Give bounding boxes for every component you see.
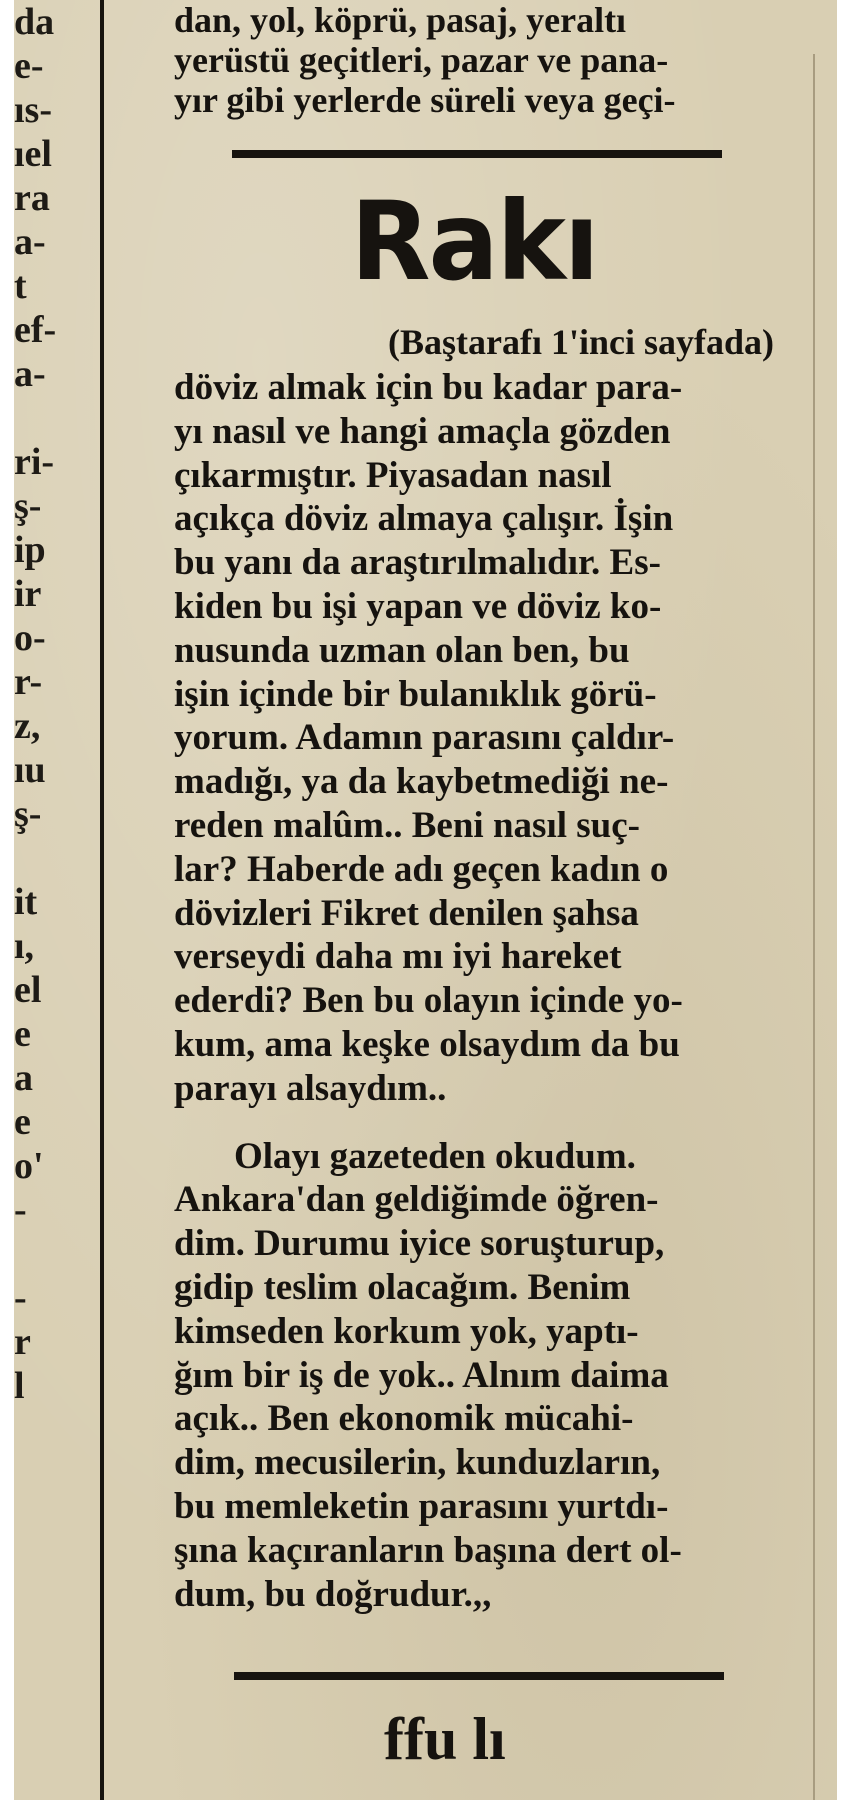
paragraph-line: reden malûm.. Beni nasıl suç-: [174, 804, 640, 846]
paragraph-line: yı nasıl ve hangi amaçla gözden: [174, 410, 671, 452]
fragment-line: e-: [14, 45, 44, 87]
fragment-line: -: [14, 1277, 27, 1319]
paragraph-line: gidip teslim olacağım. Benim: [174, 1266, 631, 1308]
fragment-line: o-: [14, 617, 46, 659]
fragment-line: z,: [14, 705, 41, 747]
fragment-line: ş-: [14, 485, 42, 527]
fragment-line: da: [14, 1, 55, 43]
paragraph-line: dum, bu doğrudur.,,: [174, 1573, 492, 1615]
paragraph-line: Olayı gazeteden okudum.: [234, 1135, 636, 1177]
paragraph-line: parayı alsaydım..: [174, 1067, 447, 1109]
paragraph-line: işin içinde bir bulanıklık görü-: [174, 673, 657, 715]
paragraph-line: kimseden korkum yok, yaptı-: [174, 1310, 639, 1352]
fragment-line: a: [14, 1057, 33, 1099]
fragment-line: ir: [14, 573, 42, 615]
paragraph-line: nusunda uzman olan ben, bu: [174, 629, 630, 671]
previous-article-text: [174, 0, 774, 120]
fragment-line: [14, 396, 94, 440]
separator-rule-bottom: [234, 1672, 724, 1680]
paragraph-2: [174, 1135, 774, 1617]
paragraph-line: ederdi? Ben bu olayın içinde yo-: [174, 980, 683, 1022]
newspaper-clipping: [14, 0, 837, 1800]
fragment-line: ıu: [14, 749, 46, 791]
fragment-line: it: [14, 881, 38, 923]
paragraph-line: dövizleri Fikret denilen şahsa: [174, 892, 639, 934]
previous-article-line: dan, yol, köprü, pasaj, yeraltı: [174, 0, 627, 40]
fragment-line: e: [14, 1101, 31, 1143]
paragraph-line: bu memleketin parasını yurtdı-: [174, 1485, 669, 1527]
fragment-line: l: [14, 1365, 25, 1407]
previous-article-line: yır gibi yerlerde süreli veya geçi-: [174, 80, 676, 120]
paragraph-line: çıkarmıştır. Piyasadan nasıl: [174, 454, 612, 496]
fragment-line: [14, 836, 94, 880]
fragment-line: ıel: [14, 133, 52, 175]
adjacent-column-fragments: [14, 0, 94, 1800]
fragment-line: ri-: [14, 441, 55, 483]
paragraph-line: bu yanı da araştırılmalıdır. Es-: [174, 542, 661, 584]
paragraph-line: ğım bir iş de yok.. Alnım daima: [174, 1354, 669, 1396]
fragment-line: ıs-: [14, 89, 52, 131]
fragment-line: ı,: [14, 925, 35, 967]
fragment-line: r: [14, 1321, 31, 1363]
paragraph-line: lar? Haberde adı geçen kadın o: [174, 848, 669, 890]
headline: Rakı: [350, 176, 598, 306]
article: [174, 0, 774, 1774]
fragment-line: [14, 1232, 94, 1276]
paragraph-line: yorum. Adamın parasını çaldır-: [174, 717, 675, 759]
fragment-line: el: [14, 969, 42, 1011]
fragment-line: o': [14, 1145, 44, 1187]
fragment-line: ip: [14, 529, 46, 571]
clipping-edge: [813, 54, 815, 1800]
next-article-fragment: ffu lı: [384, 1706, 506, 1773]
paragraph-line: madığı, ya da kaybetmediği ne-: [174, 761, 669, 803]
paragraph-line: şına kaçıranların başına dert ol-: [174, 1529, 682, 1571]
paragraph-line: dim. Durumu iyice soruşturup,: [174, 1223, 665, 1265]
paragraph-line: açık.. Ben ekonomik mücahi-: [174, 1398, 634, 1440]
fragment-line: t: [14, 265, 27, 307]
fragment-line: a-: [14, 353, 46, 395]
continuation-note: (Baştarafı 1'inci sayfada): [388, 322, 774, 362]
paragraph-line: kiden bu işi yapan ve döviz ko-: [174, 585, 662, 627]
fragment-line: ş-: [14, 793, 42, 835]
paragraph-line: verseydi daha mı iyi hareket: [174, 936, 622, 978]
fragment-line: ra: [14, 177, 50, 219]
separator-rule: [232, 150, 722, 158]
previous-article-line: yerüstü geçitleri, pazar ve pana-: [174, 40, 669, 80]
paragraph-line: kum, ama keşke olsaydım da bu: [174, 1023, 680, 1065]
fragment-line: ef-: [14, 309, 57, 351]
fragment-line: a-: [14, 221, 46, 263]
paragraph-line: Ankara'dan geldiğimde öğren-: [174, 1179, 659, 1221]
paragraph-line: döviz almak için bu kadar para-: [174, 367, 683, 408]
fragment-line: e: [14, 1013, 31, 1055]
column-divider: [100, 0, 104, 1800]
paragraph-1: [174, 366, 774, 1111]
paragraph-line: dim, mecusilerin, kunduzların,: [174, 1442, 661, 1484]
fragment-line: -: [14, 1189, 27, 1231]
paragraph-line: açıkça döviz almaya çalışır. İşin: [174, 498, 674, 540]
fragment-line: r-: [14, 661, 43, 703]
